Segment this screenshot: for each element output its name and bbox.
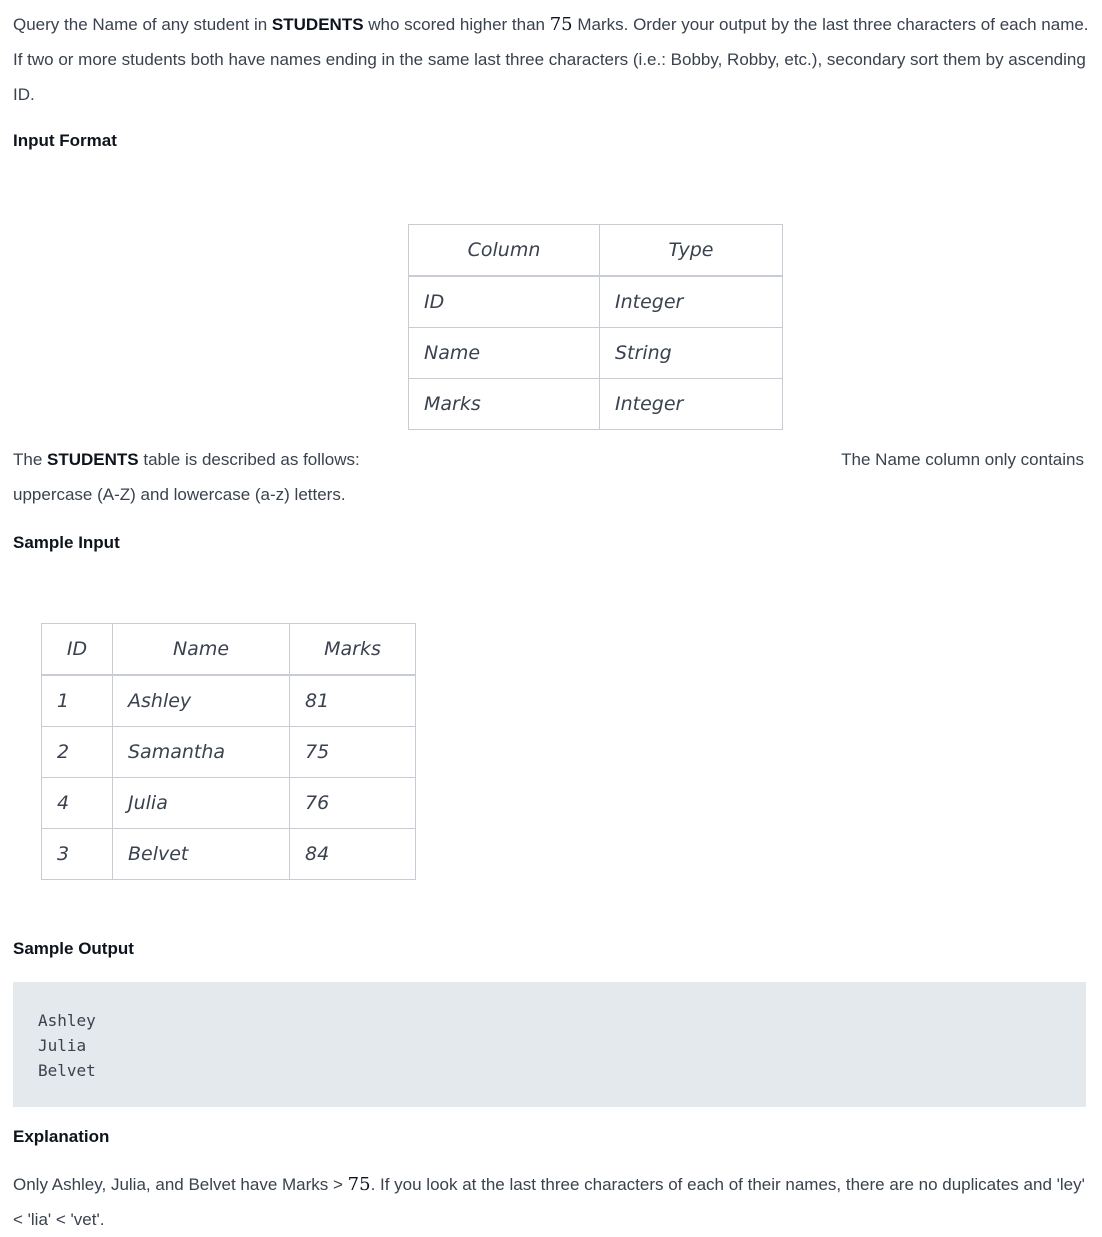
schema-header-row xyxy=(409,225,783,277)
schema-cell: ID xyxy=(409,276,600,328)
schema-cell: Integer xyxy=(600,379,783,430)
schema-cell: Marks xyxy=(409,379,600,430)
sample-cell: 3 xyxy=(42,829,113,880)
schema-table xyxy=(408,224,783,430)
name-column-note-continued: uppercase (A-Z) and lowercase (a-z) letters. xyxy=(13,485,346,504)
sample-cell: 76 xyxy=(290,778,416,829)
sample-input-row xyxy=(42,829,416,880)
sample-cell: Ashley xyxy=(113,675,290,727)
schema-cell: String xyxy=(600,328,783,379)
schema-header-column: Column xyxy=(409,225,600,277)
students-table-name: STUDENTS xyxy=(271,15,364,34)
sample-cell: 84 xyxy=(290,829,416,880)
output-line: Julia xyxy=(38,1036,87,1055)
name-column-note: The Name column only contains xyxy=(841,450,1084,469)
sample-cell: Julia xyxy=(113,778,290,829)
sample-header-id: ID xyxy=(42,624,113,676)
sample-cell: 4 xyxy=(42,778,113,829)
sample-cell: Belvet xyxy=(113,829,290,880)
sample-input-header-row xyxy=(42,624,416,676)
problem-statement: Query the Name of any student in STUDENTS who scored higher than 75 Marks. Order your output by the last three characters of each name. If two or more students both have names ending in the same last three characters (i.e.: Bobby, Robby, etc.), secondary sort them by ascending ID. xyxy=(13,14,1089,104)
sample-input-table xyxy=(41,623,416,880)
schema-row xyxy=(409,276,783,328)
sample-cell: 75 xyxy=(290,727,416,778)
marks-threshold: 75 xyxy=(549,14,573,35)
sample-output-heading: Sample Output xyxy=(13,939,134,958)
output-line: Ashley xyxy=(38,1011,96,1030)
sample-header-name: Name xyxy=(113,624,290,676)
schema-cell: Name xyxy=(409,328,600,379)
students-table-description: The STUDENTS table is described as follows: xyxy=(13,450,360,469)
sample-cell: Samantha xyxy=(113,727,290,778)
schema-header-type: Type xyxy=(600,225,783,277)
schema-row xyxy=(409,328,783,379)
sample-input-row xyxy=(42,727,416,778)
schema-cell: Integer xyxy=(600,276,783,328)
sample-output-code-block xyxy=(13,982,1086,1107)
sample-input-heading: Sample Input xyxy=(13,533,120,552)
sample-input-row xyxy=(42,675,416,727)
sample-input-row xyxy=(42,778,416,829)
explanation-text: Only Ashley, Julia, and Belvet have Marks > 75. If you look at the last three characters of each of their names, there are no duplicates and 'ley' < 'lia' < 'vet'. xyxy=(13,1174,1085,1229)
input-format-heading: Input Format xyxy=(13,131,117,150)
explanation-heading: Explanation xyxy=(13,1127,110,1146)
output-line: Belvet xyxy=(38,1061,96,1080)
sample-cell: 1 xyxy=(42,675,113,727)
sample-header-marks: Marks xyxy=(290,624,416,676)
sample-cell: 2 xyxy=(42,727,113,778)
schema-row xyxy=(409,379,783,430)
sample-cell: 81 xyxy=(290,675,416,727)
